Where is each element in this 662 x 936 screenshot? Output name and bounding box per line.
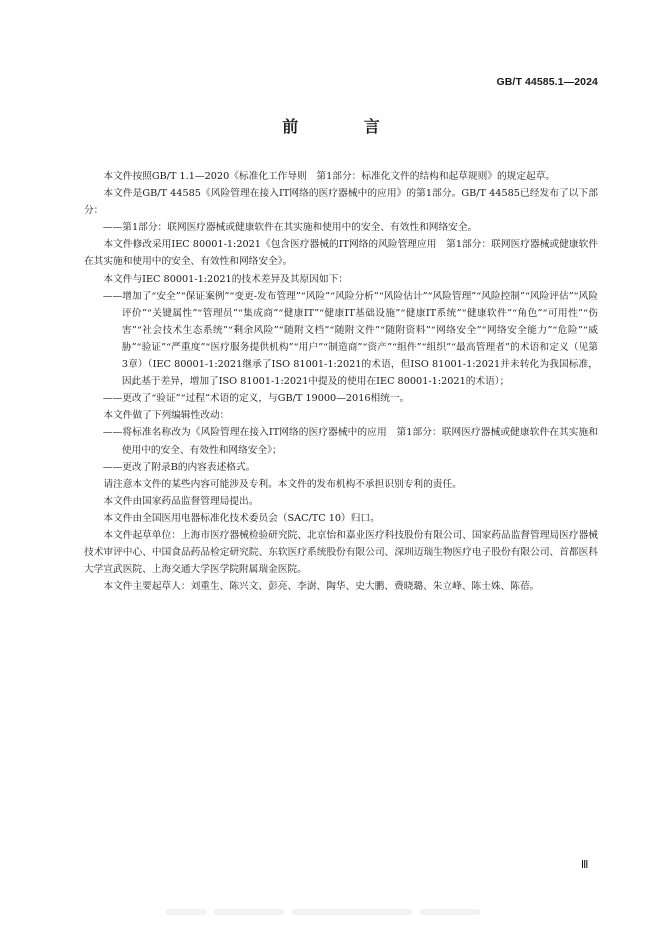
- standard-number: GB/T 44585.1—2024: [496, 76, 598, 88]
- page-title: 前 言: [282, 117, 410, 136]
- paragraph: 本文件主要起草人：刘重生、陈兴文、彭亮、李澍、陶华、史大鹏、费晓璐、朱立峰、陈士姝、陈蓓。: [103, 581, 540, 593]
- paragraph: 本文件起草单位：上海市医疗器械检验研究院、北京怡和嘉业医疗科技股份有限公司、国家药品监督管理局医疗器械技术审评中心、中国食品药品检定研究院、东软医疗系统股份有限公司、深圳迈瑞生物医疗电子股份有限公司、首都医科大学宣武医院、上海交通大学医学院附属瑞金医院。: [84, 529, 598, 576]
- paragraph: 本文件由全国医用电器标准化技术委员会（SAC/TC 10）归口。: [103, 512, 380, 524]
- paragraph: 本文件与IEC 80001-1:2021的技术差异及其原因如下：: [103, 273, 348, 285]
- list-item: ——更改了附录B的内容表述格式。: [102, 461, 256, 473]
- paragraph: 本文件做了下列编辑性改动：: [103, 410, 230, 422]
- page-number: Ⅲ: [580, 859, 588, 871]
- list-item: ——第1部分：联网医疗器械或健康软件在其实施和使用中的安全、有效性和网络安全。: [102, 222, 478, 234]
- paragraph: 本文件由国家药品监督管理局提出。: [103, 495, 259, 507]
- list-item: ——将标准名称改为《风险管理在接入IT网络的医疗器械中的应用 第1部分：联网医疗器械或健康软件在其实施和使用中的安全、有效性和网络安全》；: [102, 427, 598, 456]
- faint-watermark: [166, 905, 496, 919]
- paragraph: 本文件按照GB/T 1.1—2020《标准化工作导则 第1部分：标准化文件的结构和起草规则》的规定起草。: [103, 171, 556, 182]
- list-item: ——更改了“验证”“过程”术语的定义，与GB/T 19000—2016相统一。: [102, 393, 410, 405]
- paragraph: 请注意本文件的某些内容可能涉及专利。本文件的发布机构不承担识别专利的责任。: [103, 478, 462, 490]
- list-item: ——增加了“安全”“保证案例”“变更-发布管理”“风险”“风险分析”“风险估计”“风险管理”“风险控制”“风险评估”“风险评价”“关键属性”“管理员”“集成商”“健康IT”“健康IT基础设施”“健康IT系统”“健康软件”“角色”“可用性”“伤害”“社会技术生态系统”“剩余风险”“随附文档”“随附文件”“随附资料”“网络安全”“网络安全能力”“危险”“威胁”“验证”“严重度”“医疗服务提供机构”“用户”“制造商”“资产”“组件”“组织”“最高管理者”的术语和定义（见第3章）（IEC 80001-1:2021继承了ISO 81001-1:2021的术语，但ISO 81001-1:2021并未转化为我国标准，因此基于差异，增加了ISO 81001-1:2021中提及的使用在IEC 80001-1:2021的术语）；: [102, 290, 598, 388]
- document-body: [84, 168, 598, 595]
- paragraph: 本文件是GB/T 44585《风险管理在接入IT网络的医疗器械中的应用》的第1部分。GB/T 44585已经发布了以下部分：: [84, 188, 598, 217]
- paragraph: 本文件修改采用IEC 80001-1:2021《包含医疗器械的IT网络的风险管理应用 第1部分：联网医疗器械或健康软件在其实施和使用中的安全、有效性和网络安全》。: [84, 239, 598, 268]
